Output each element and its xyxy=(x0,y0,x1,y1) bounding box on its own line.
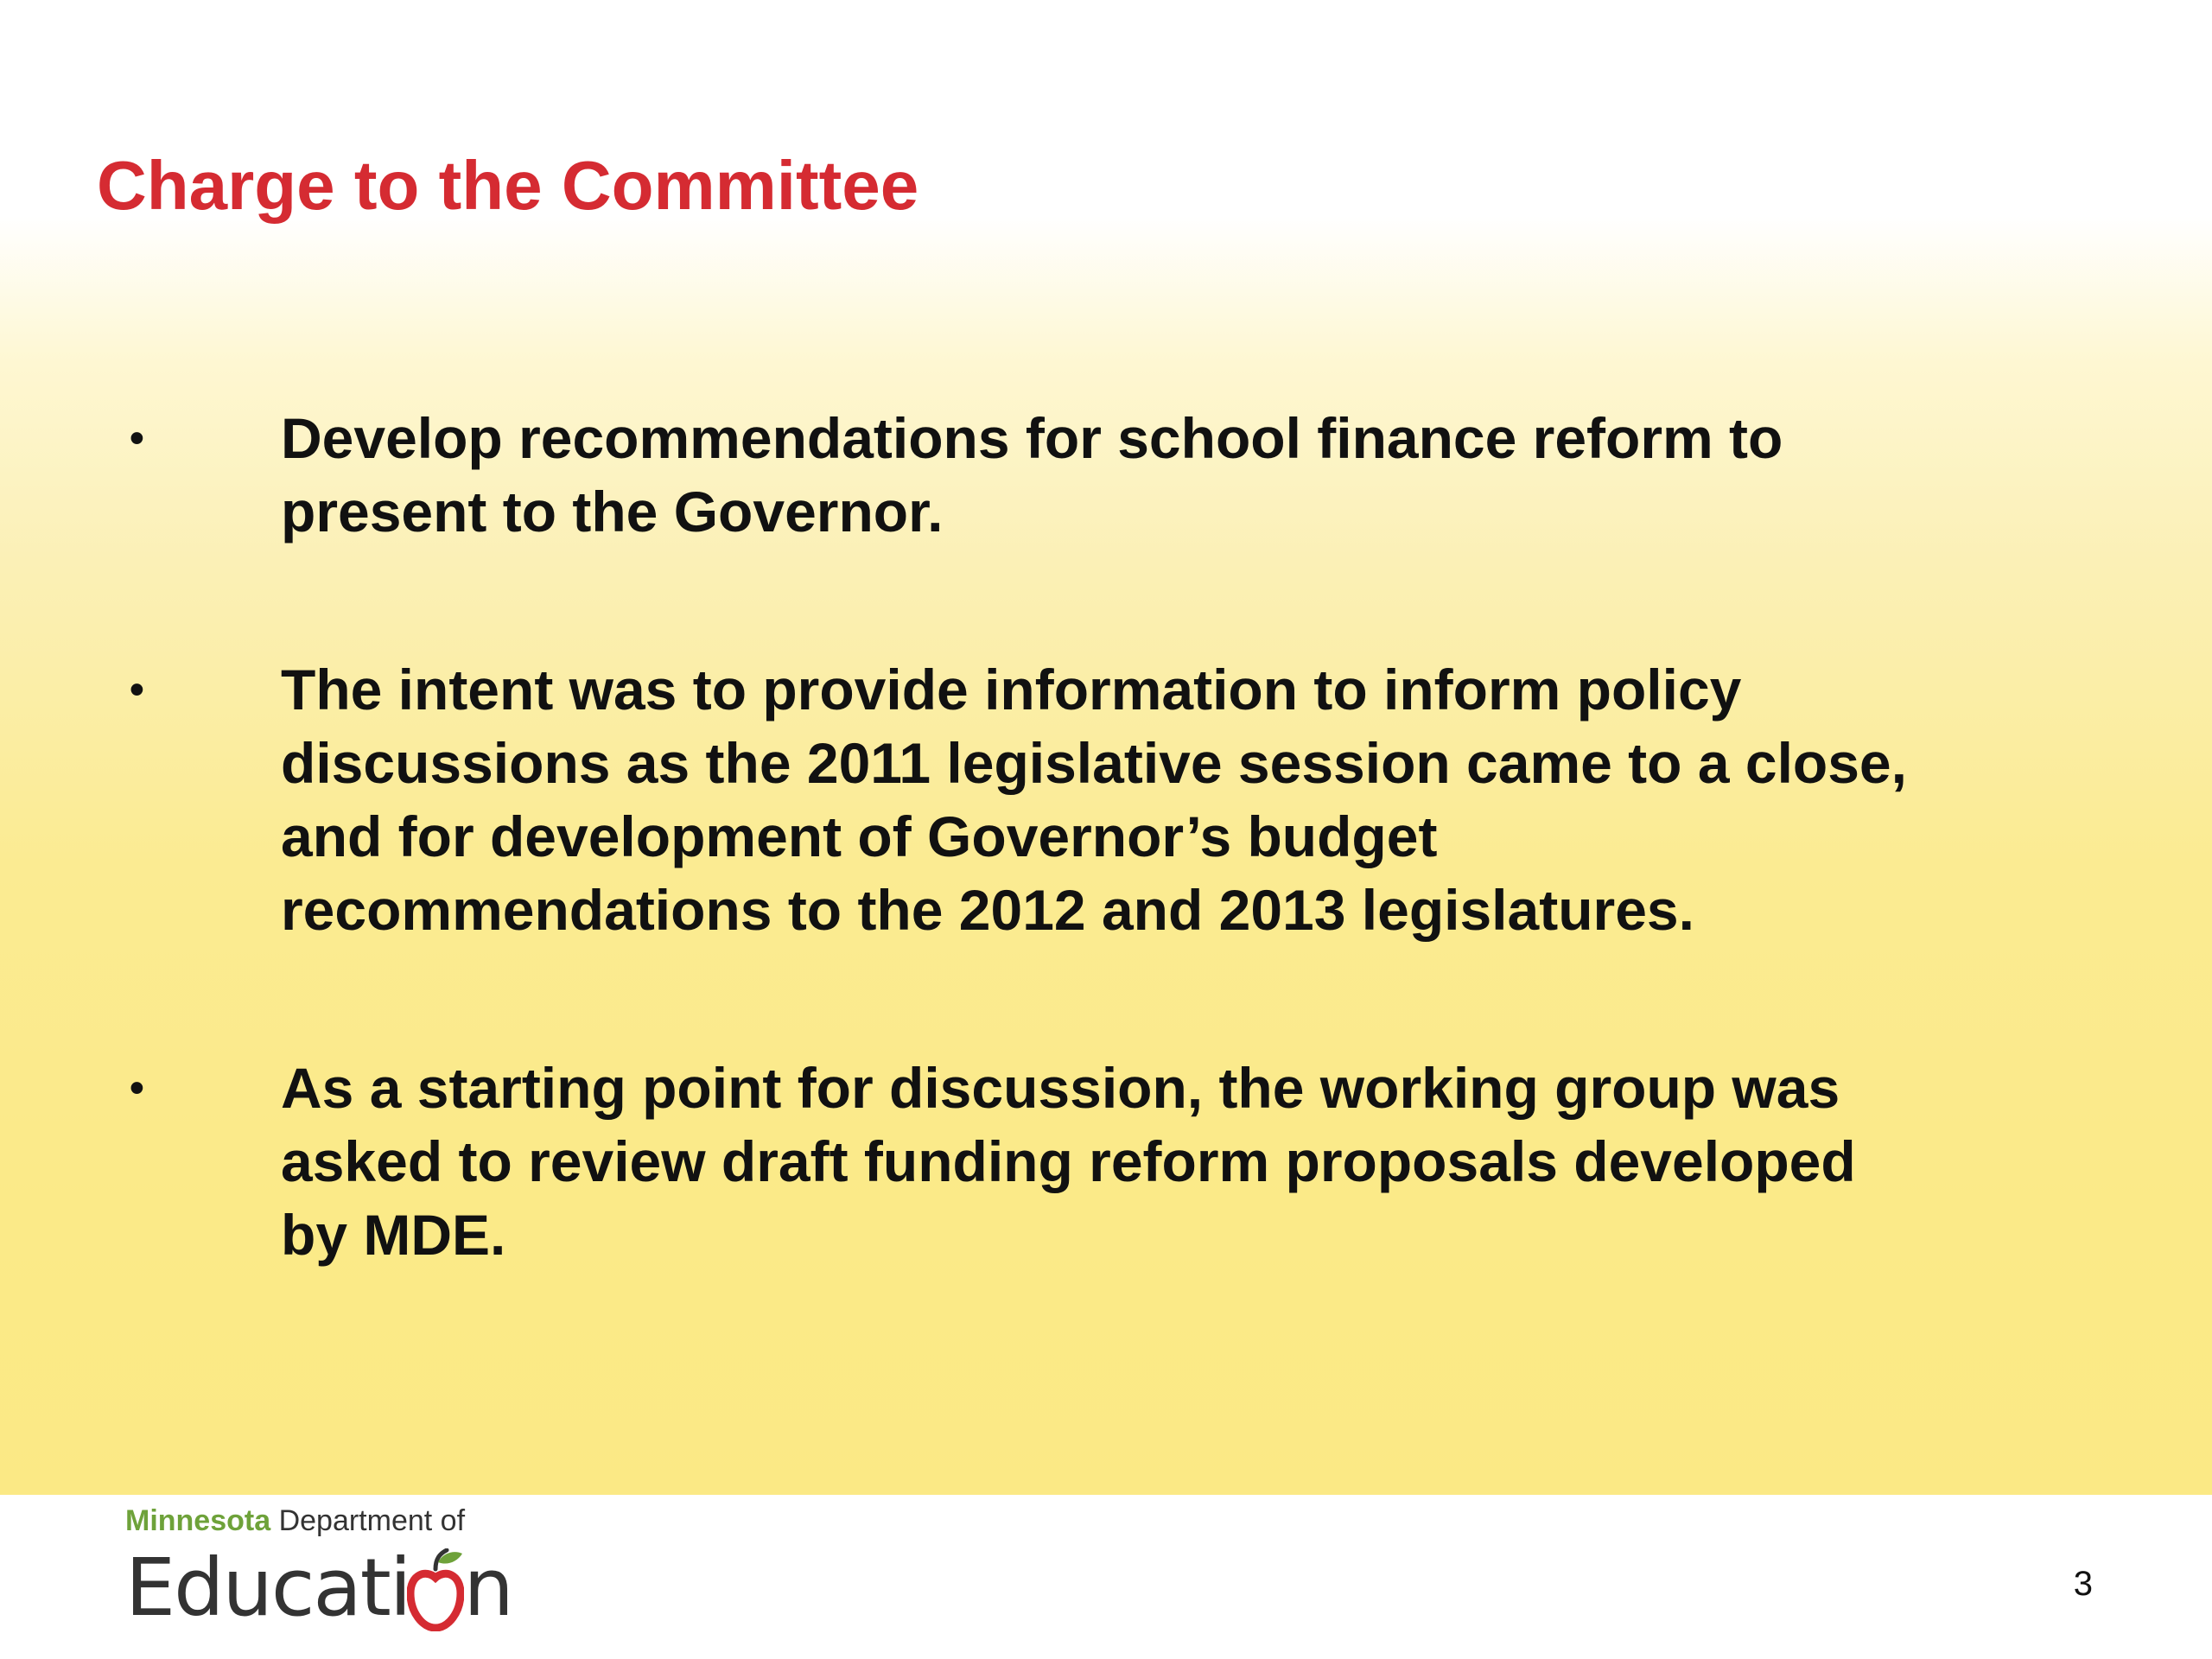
bullet-line: by MDE. xyxy=(281,1203,506,1267)
bullet-line: Develop recommendations for school finance reform to xyxy=(281,406,1783,470)
page-number: 3 xyxy=(2073,1565,2093,1603)
bullet-marker: • xyxy=(130,667,144,713)
bullet-item xyxy=(130,402,2082,549)
bullet-line: discussions as the 2011 legislative session came to a close, xyxy=(281,731,1907,795)
bullet-line: The intent was to provide information to inform policy xyxy=(281,658,1742,721)
bullet-line: present to the Governor. xyxy=(281,480,944,543)
logo-word-prefix: Educati xyxy=(125,1541,410,1634)
bullet-line: recommendations to the 2012 and 2013 legislatures. xyxy=(281,878,1694,942)
bullet-marker: • xyxy=(130,416,144,461)
bullet-marker: • xyxy=(130,1065,144,1111)
logo-department: Department of xyxy=(278,1504,466,1537)
bullet-item xyxy=(130,653,2082,947)
logo-header xyxy=(125,1502,465,1540)
bullet-list xyxy=(130,402,2082,1376)
bullet-line: and for development of Governor’s budget xyxy=(281,804,1438,868)
logo-word-suffix: n xyxy=(463,1541,512,1634)
bullet-line: As a starting point for discussion, the working group was xyxy=(281,1056,1840,1120)
mde-logo xyxy=(125,1502,512,1634)
bullet-line: asked to review draft funding reform proposals developed xyxy=(281,1129,1856,1193)
slide-title: Charge to the Committee xyxy=(97,147,919,224)
apple-icon xyxy=(407,1548,464,1631)
bullet-item xyxy=(130,1052,2082,1272)
logo-state-name: Minnesota xyxy=(125,1504,271,1537)
